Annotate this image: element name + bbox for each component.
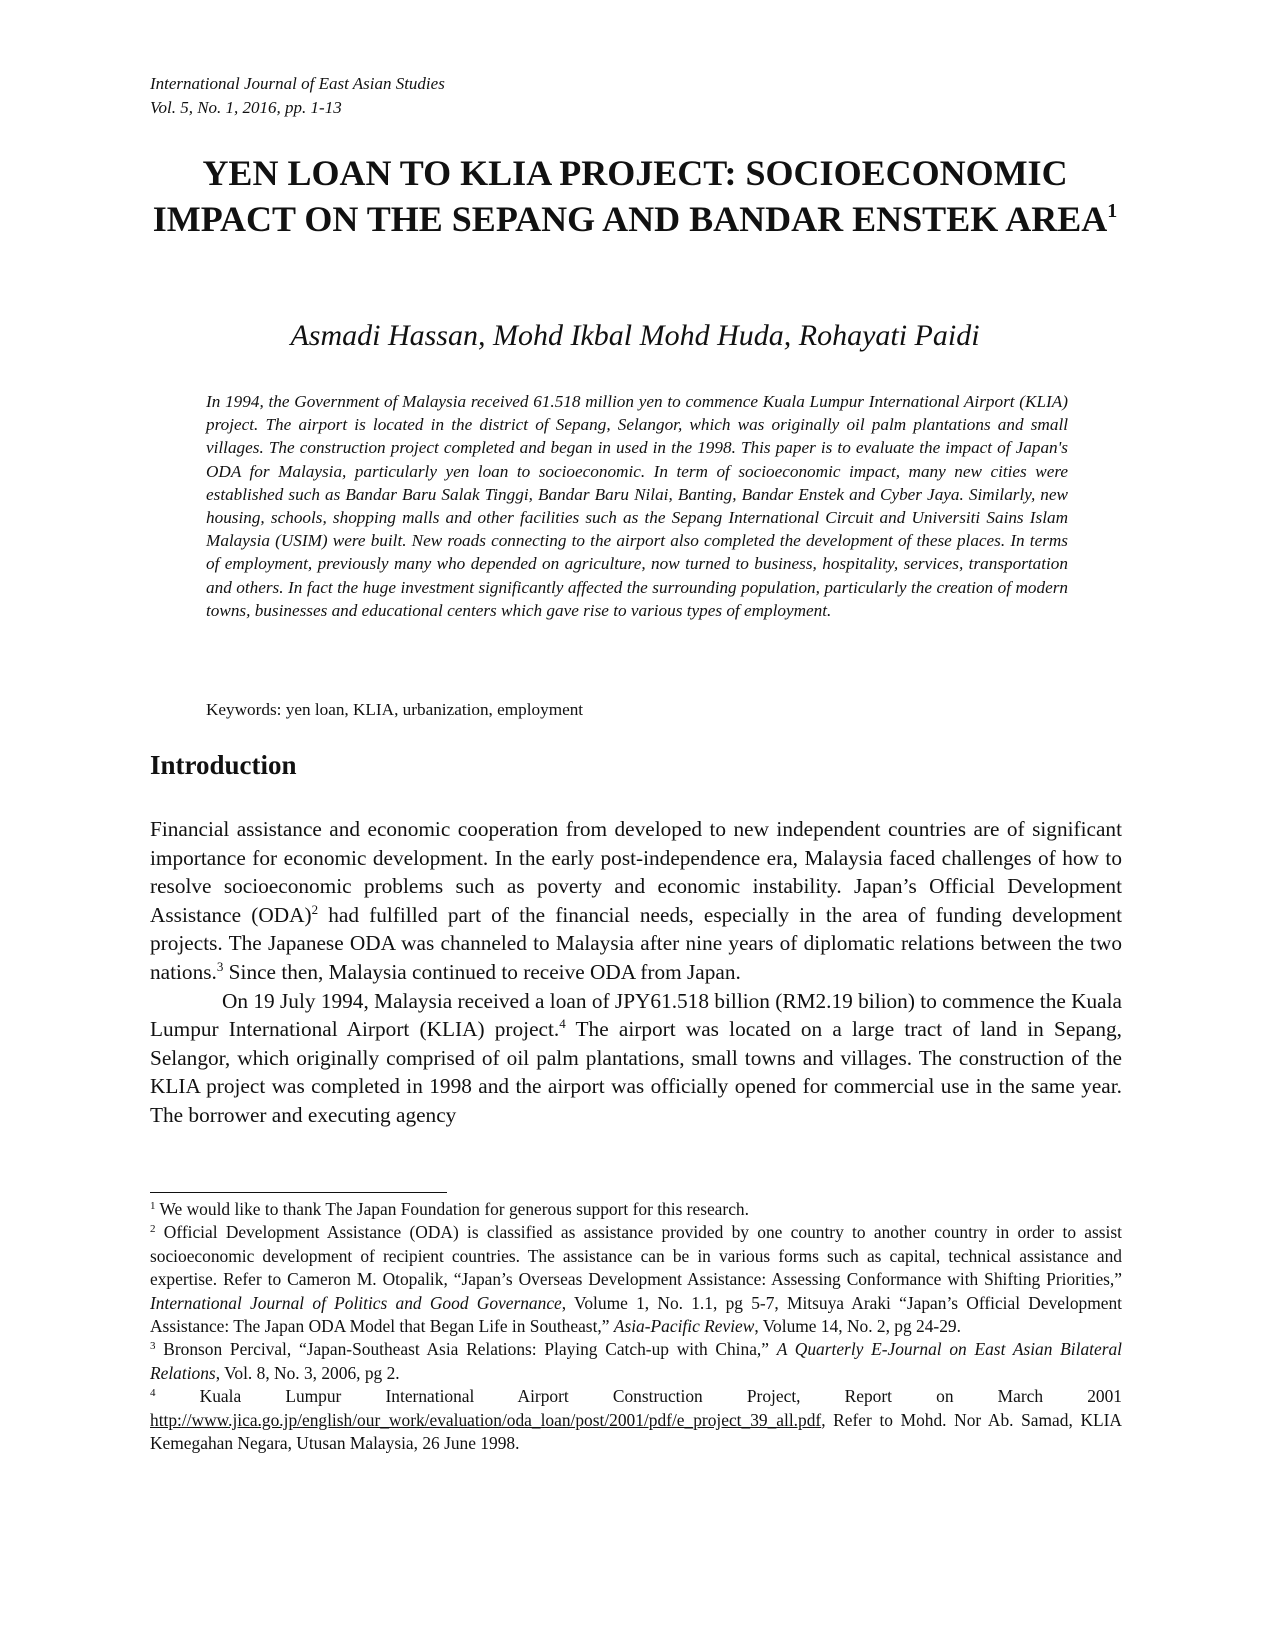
footnote-3-text-a: Bronson Percival, “Japan-Southeast Asia Relations: Playing Catch-up with China,”	[155, 1339, 777, 1360]
paragraph-1	[150, 815, 1122, 987]
footnote-3-journal: A Quarterly E-Journal on East Asian Bilateral Relations	[150, 1339, 1122, 1383]
footnote-4-text-a: Kuala Lumpur International Airport Construction Project, Report on March 2001	[155, 1386, 1122, 1407]
paper-title	[150, 150, 1120, 242]
paragraph-2	[150, 987, 1122, 1130]
footnote-2-text-b: , Volume 1, No. 1.1, pg 5-7, Mitsuya Araki “Japan’s Official Development Assistance: The Japan ODA Model that Began Life in Southeast,”	[150, 1292, 1122, 1337]
footnote-2-mark: 2	[150, 1223, 156, 1236]
title-text: YEN LOAN TO KLIA PROJECT: SOCIOECONOMIC IMPACT ON THE SEPANG AND BANDAR ENSTEK AREA	[152, 153, 1108, 239]
footnote-1-text: We would like to thank The Japan Foundation for generous support for this research.	[155, 1199, 749, 1219]
abstract: In 1994, the Government of Malaysia received 61.518 million yen to commence Kuala Lumpur International Airport (KLIA) project. The airport is located in the district of Sepang, Selangor, which was originally oil palm plantations and small villages. The construction project completed and began in used in the 1998. This paper is to evaluate the impact of Japan's ODA for Malaysia, particularly yen loan to socioeconomic. In term of socioeconomic impact, many new cities were established such as Bandar Baru Salak Tinggi, Bandar Baru Nilai, Banting, Bandar Enstek and Cyber Jaya. Similarly, new housing, schools, shopping malls and other facilities such as the Sepang International Circuit and Universiti Sains Islam Malaysia (USIM) were built. New roads connecting to the airport also completed the development of these places. In terms of employment, previously many who depended on agriculture, now turned to business, hospitality, services, transportation and others. In fact the huge investment significantly affected the surrounding population, particularly the creation of modern towns, businesses and educational centers which gave rise to various types of employment.	[206, 392, 1068, 620]
footnote-2-text-a: Official Development Assistance (ODA) is classified as assistance provided by one country to another country in order to assist socioeconomic development of recipient countries. The assistance can be in various forms such as capital, technical assistance and expertise. Refer to Cameron M. Otopalik, “Japan’s Overseas Development Assistance: Assessing Conformance with Shifting Priorities,”	[150, 1222, 1122, 1290]
paragraph-1-text-a: Financial assistance and economic cooperation from developed to new independent countries are of significant importance for economic development. In the early post-independence era, Malaysia faced challenges of how to resolve socioeconomic problems such as poverty and economic instability. Japan’s Official Development Assistance (ODA)	[150, 817, 1122, 927]
author-list: Asmadi Hassan, Mohd Ikbal Mohd Huda, Rohayati Paidi	[290, 319, 980, 352]
footnote-3-mark: 3	[150, 1340, 156, 1353]
footnote-divider	[150, 1192, 447, 1193]
footnote-4-line-2	[150, 1409, 1122, 1456]
footnote-3	[150, 1338, 1122, 1385]
footnote-2-journal-a: International Journal of Politics and Good Governance	[150, 1292, 562, 1313]
footnote-2-journal-b: Asia-Pacific Review	[613, 1316, 755, 1337]
paragraph-1-text-c: Since then, Malaysia continued to receive ODA from Japan.	[223, 959, 741, 984]
title-footnote-mark: 1	[1107, 200, 1118, 222]
footnote-ref-2[interactable]: 2	[311, 901, 319, 917]
footnote-3-text-b: , Vol. 8, No. 3, 2006, pg 2.	[215, 1362, 400, 1383]
paragraph-2-text-a: On 19 July 1994, Malaysia received a loan of JPY61.518 billion (RM2.19 bilion) to commence the Kuala Lumpur International Airport (KLIA) project.	[150, 988, 1122, 1042]
footnote-1-mark: 1	[150, 1200, 156, 1212]
footnote-2	[150, 1221, 1122, 1338]
footnote-4-url-link[interactable]: http://www.jica.go.jp/english/our_work/evaluation/oda_loan/post/2001/pdf/e_project_39_all.pdf	[150, 1409, 822, 1430]
paragraph-2-text-b: The airport was located on a large tract of land in Sepang, Selangor, which originally comprised of oil palm plantations, small towns and villages. The construction of the KLIA project was completed in 1998 and the airport was officially opened for commercial use in the same year. The borrower and executing agency	[150, 1017, 1122, 1127]
footnote-4-text-b: , Refer to Mohd. Nor Ab. Samad, KLIA Kemegahan Negara, Utusan Malaysia, 26 June 1998.	[150, 1409, 1122, 1454]
footnotes	[150, 1198, 1122, 1455]
keywords: Keywords: yen loan, KLIA, urbanization, employment	[206, 700, 584, 719]
journal-name: International Journal of East Asian Studies	[150, 74, 445, 93]
footnote-ref-3[interactable]: 3	[216, 958, 224, 974]
paragraph-1-text-b: had fulfilled part of the financial needs, especially in the area of funding development projects. The Japanese ODA was channeled to Malaysia after nine years of diplomatic relations between the two nations.	[150, 902, 1122, 984]
section-heading-introduction: Introduction	[150, 750, 297, 780]
journal-header	[150, 72, 445, 120]
footnote-4-mark: 4	[150, 1387, 156, 1400]
footnote-4-line-1	[150, 1385, 1122, 1408]
footnote-ref-4[interactable]: 4	[559, 1016, 566, 1032]
body-text	[150, 815, 1122, 1130]
journal-issue: Vol. 5, No. 1, 2016, pp. 1-13	[150, 98, 342, 117]
footnote-1	[150, 1198, 1122, 1221]
footnote-2-text-c: , Volume 14, No. 2, pg 24-29.	[754, 1316, 961, 1337]
